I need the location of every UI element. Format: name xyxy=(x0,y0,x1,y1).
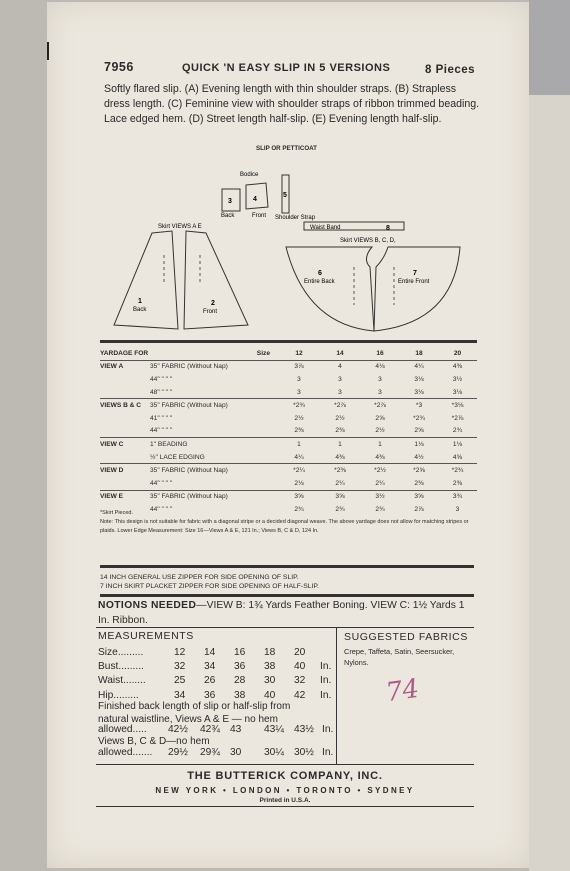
yardage-value: 4⅜ xyxy=(375,453,385,461)
yardage-value: 2⅜ xyxy=(414,479,424,487)
yardage-value: 1⅛ xyxy=(452,440,463,448)
views-bcd-line: Views B, C & D—no hem xyxy=(98,736,210,747)
yardage-note: Note: This design is not suitable for fabric with a diagonal stripe or a decided diagonal weave. The above yardage does not allow for matching stripes or plaids. Lower Edge Measurement: Size 16—Views A & E, 121 In.; Views B, C & D, 124 In. xyxy=(100,519,469,534)
measurement-value: 12 xyxy=(174,646,186,658)
allowed-value: 43¼ xyxy=(264,723,284,735)
notions-text: —VIEW B: 1¾ Yards Feather Boning. VIEW C: 1½ Yards 1 In. Ribbon. xyxy=(98,600,465,626)
yardage-view xyxy=(100,477,150,490)
yardage-value: 2½ xyxy=(375,427,385,435)
yardage-value: 2¼ xyxy=(375,479,385,487)
measurement-label: Size......... xyxy=(98,646,144,658)
yardage-row xyxy=(100,360,477,373)
yardage-fabric: 1" BEADING xyxy=(150,440,188,448)
yardage-view: VIEW E xyxy=(100,493,124,501)
yardage-value: 2⅜ xyxy=(294,427,304,435)
yardage-fabric: 44" " " " xyxy=(150,375,173,383)
size-label: Size xyxy=(256,349,270,357)
yardage-view xyxy=(100,386,150,399)
yardage-value: 2⅛ xyxy=(294,479,304,487)
piece-6-entire-back xyxy=(286,247,374,331)
size-col: 18 xyxy=(415,349,423,357)
piece-2-num: 2 xyxy=(211,300,215,307)
yardage-value: 2¼ xyxy=(335,479,345,487)
measurement-value: 32 xyxy=(174,660,186,672)
rule xyxy=(96,764,474,765)
allowed-value: 30¼ xyxy=(264,746,284,758)
yardage-value: *2¾ xyxy=(293,402,305,410)
yardage-value: 2¾ xyxy=(452,427,463,435)
yardage-value: 3⅝ xyxy=(414,493,424,501)
yardage-value: 4⅜ xyxy=(452,363,463,371)
allowed-ae-row xyxy=(98,722,342,736)
yardage-view: VIEW C xyxy=(100,440,124,448)
yardage-row xyxy=(100,438,477,451)
yardage-value: *3 xyxy=(415,402,423,410)
size-col: 12 xyxy=(295,349,303,357)
yardage-value: *2½ xyxy=(374,467,386,475)
piece-5-num: 5 xyxy=(283,192,287,199)
yardage-fabric: 35" FABRIC (Without Nap) xyxy=(150,493,228,501)
yardage-value: 3½ xyxy=(375,493,385,501)
yardage-value: 3⅛ xyxy=(452,388,463,396)
measurement-value: 34 xyxy=(174,689,186,701)
yardage-value: 1 xyxy=(378,440,382,448)
piece-6-label: Entire Back xyxy=(304,279,335,285)
measurement-row xyxy=(98,659,340,673)
allowed-unit: In. xyxy=(322,746,334,758)
measurement-unit xyxy=(320,645,340,659)
allowed-value: 29½ xyxy=(168,746,188,758)
yardage-row xyxy=(100,412,477,425)
printed-in: Printed in U.S.A. xyxy=(259,797,311,804)
pieces-count: 8 Pieces xyxy=(425,64,476,76)
zipper-line-1: 14 INCH GENERAL USE ZIPPER FOR SIDE OPENING OF SLIP. xyxy=(100,574,299,581)
yardage-value: *2⅝ xyxy=(413,467,425,475)
yardage-value: 3⅝ xyxy=(335,493,345,501)
piece-3-num: 3 xyxy=(228,198,232,205)
skirt-ae-label: Skirt VIEWS A E xyxy=(158,224,202,230)
measurement-unit: In. xyxy=(320,675,332,687)
yardage-fabric: 35" FABRIC (Without Nap) xyxy=(150,467,228,475)
yardage-value: 3 xyxy=(297,388,301,396)
yardage-value: 3⅞ xyxy=(294,363,304,371)
yardage-view: VIEWS B & C xyxy=(100,402,142,410)
allowed-value: 30½ xyxy=(294,746,314,758)
yardage-title: YARDAGE FOR xyxy=(100,349,149,357)
piece-4-front xyxy=(246,183,268,209)
measurement-value: 30 xyxy=(264,675,276,687)
measurement-label: Hip......... xyxy=(98,689,139,701)
yardage-view: VIEW D xyxy=(100,467,124,475)
piece-8-num: 8 xyxy=(386,225,390,232)
handwritten-mark: 74 xyxy=(384,673,422,709)
yardage-value: 3⅛ xyxy=(414,388,424,396)
yardage-row xyxy=(100,373,477,386)
yardage-value: *2⅜ xyxy=(334,467,346,475)
yardage-value: 3 xyxy=(378,375,382,383)
size-col: 14 xyxy=(336,349,344,357)
measurement-label: Bust......... xyxy=(98,660,144,672)
allowed-label: allowed....... xyxy=(98,746,153,758)
yardage-value: 3¾ xyxy=(452,493,463,501)
yardage-value: 4 xyxy=(338,363,342,371)
yardage-value: *2⅞ xyxy=(374,402,386,410)
yardage-fabric: ½" LACE EDGING xyxy=(150,453,205,461)
yardage-header-row xyxy=(100,347,477,360)
yardage-value: 4¼ xyxy=(414,363,424,371)
measurement-value: 28 xyxy=(234,675,246,687)
piece-6-num: 6 xyxy=(318,270,322,277)
company-name: THE BUTTERICK COMPANY, INC. xyxy=(187,770,383,782)
yardage-view xyxy=(100,412,150,425)
yardage-value: 4½ xyxy=(414,453,424,461)
finished-line-2: natural waistline, Views A & E — no hem xyxy=(98,714,278,725)
yardage-value: 1⅛ xyxy=(414,440,424,448)
yardage-view xyxy=(100,425,150,438)
piece-7-num: 7 xyxy=(413,270,417,277)
yardage-fabric: 35" FABRIC (Without Nap) xyxy=(150,363,228,371)
yardage-value: *3⅛ xyxy=(451,402,464,410)
measurement-row xyxy=(98,645,340,659)
notions-needed xyxy=(98,599,478,628)
yardage-value: 4⅝ xyxy=(452,453,463,461)
rule xyxy=(100,340,477,343)
measurement-value: 18 xyxy=(264,646,276,658)
yardage-value: 3 xyxy=(338,375,342,383)
measurement-value: 38 xyxy=(264,660,276,672)
measurement-unit: In. xyxy=(320,689,332,701)
measurement-label: Waist........ xyxy=(98,675,146,687)
yardage-value: 2½ xyxy=(335,414,345,422)
yardage-row xyxy=(100,477,477,490)
yardage-view xyxy=(100,451,150,464)
zipper-line-2: 7 INCH SKIRT PLACKET ZIPPER FOR SIDE OPENING OF HALF-SLIP. xyxy=(100,583,319,590)
pattern-number: 7956 xyxy=(104,60,134,74)
measurement-value: 36 xyxy=(204,689,216,701)
size-col: 16 xyxy=(376,349,384,357)
allowed-value: 43½ xyxy=(294,723,314,735)
allowed-value: 30 xyxy=(230,746,242,758)
yardage-fabric: 44" " " " xyxy=(150,479,173,487)
pattern-title: QUICK 'N EASY SLIP IN 5 VERSIONS xyxy=(182,62,391,74)
paper-edge xyxy=(529,95,570,871)
allowed-value: 42¾ xyxy=(200,723,220,735)
measurement-value: 26 xyxy=(204,675,216,687)
yardage-value: 4⅜ xyxy=(335,453,345,461)
yardage-table xyxy=(100,347,477,516)
allowed-value: 42½ xyxy=(168,723,188,735)
yardage-value: 2⅜ xyxy=(335,427,345,435)
measurement-value: 40 xyxy=(264,689,276,701)
allowed-value: 29¾ xyxy=(200,746,220,758)
yardage-value: *2⅞ xyxy=(334,402,346,410)
rule xyxy=(100,594,474,597)
measurement-value: 14 xyxy=(204,646,216,658)
yardage-fabric: 48" " " " xyxy=(150,388,173,396)
piece-4-num: 4 xyxy=(253,196,257,203)
yardage-value: 4⅛ xyxy=(375,363,385,371)
yardage-fabric: 44" " " " xyxy=(150,427,173,435)
background-corner xyxy=(529,0,570,95)
measurement-value: 36 xyxy=(234,660,246,672)
pattern-pieces-diagram xyxy=(100,155,480,335)
yardage-value: 3½ xyxy=(452,375,463,383)
allowed-label: allowed..... xyxy=(98,723,147,735)
yardage-value: *2¾ xyxy=(413,414,425,422)
fabrics-text: Crepe, Taffeta, Satin, Seersucker, Nylons. xyxy=(344,647,455,667)
notions-label: NOTIONS NEEDED xyxy=(98,600,197,611)
piece-1-num: 1 xyxy=(138,298,142,305)
measurement-row xyxy=(98,674,340,688)
fabrics-title: SUGGESTED FABRICS xyxy=(344,631,468,643)
measurement-value: 25 xyxy=(174,675,186,687)
bodice-label: Bodice xyxy=(240,172,259,178)
measurements-title: MEASUREMENTS xyxy=(98,630,194,642)
yardage-row xyxy=(100,451,477,464)
measurement-value: 34 xyxy=(204,660,216,672)
yardage-value: 3⅝ xyxy=(294,493,304,501)
piece-7-entire-front xyxy=(374,247,460,331)
measurement-value: 38 xyxy=(234,689,246,701)
measurement-value: 16 xyxy=(234,646,246,658)
yardage-view: VIEW A xyxy=(100,363,124,371)
skirt-bcd-label: Skirt VIEWS B, C, D, xyxy=(340,238,396,244)
piece-3-label: Back xyxy=(221,213,235,219)
piece-1-back xyxy=(114,231,178,329)
yardage-row xyxy=(100,386,477,399)
yardage-row xyxy=(100,464,477,477)
yardage-value: 2⅝ xyxy=(414,427,424,435)
yardage-value: 2⅝ xyxy=(375,414,385,422)
rule xyxy=(100,565,474,568)
yardage-fabric: 41" " " " xyxy=(150,414,173,422)
yardage-view xyxy=(100,373,150,386)
skirt-pieced-footnote: *Skirt Pieced. xyxy=(100,510,134,516)
yardage-value: 3⅛ xyxy=(414,375,424,383)
yardage-value: 1 xyxy=(297,440,301,448)
rule xyxy=(96,627,474,628)
allowed-value: 43 xyxy=(230,723,242,735)
yardage-value: 3 xyxy=(455,505,460,513)
finished-line-1: Finished back length of slip or half-slip from xyxy=(98,701,291,712)
yardage-row xyxy=(100,399,477,412)
yardage-row xyxy=(100,503,477,516)
yardage-value: 2⅞ xyxy=(414,505,424,513)
allowed-unit: In. xyxy=(322,723,334,735)
yardage-fabric: 35" FABRIC (Without Nap) xyxy=(150,402,228,410)
yardage-value: 2¾ xyxy=(335,505,345,513)
yardage-value: 2¾ xyxy=(294,505,304,513)
yardage-value: 2½ xyxy=(294,414,304,422)
size-col: 20 xyxy=(453,349,462,357)
yardage-row xyxy=(100,490,477,503)
yardage-value: 2¾ xyxy=(375,505,385,513)
waistband-label: Waist Band xyxy=(310,225,341,231)
pattern-description: Softly flared slip. (A) Evening length with thin shoulder straps. (B) Strapless dress length. (C) Feminine view with shoulder straps of ribbon trimmed beading. Lace edged hem. (D) Street length half-slip. (E) Evening length half-slip. xyxy=(104,83,480,125)
yardage-value: 3 xyxy=(378,388,382,396)
yardage-value: 1 xyxy=(338,440,342,448)
yardage-value: *2¾ xyxy=(451,467,464,475)
piece-2-label: Front xyxy=(203,309,218,315)
measurements-table xyxy=(98,645,340,702)
measurement-value: 20 xyxy=(294,646,306,658)
diagram-caption: SLIP OR PETTICOAT xyxy=(256,145,317,152)
yardage-value: *2¼ xyxy=(293,467,305,475)
piece-1-label: Back xyxy=(133,307,147,313)
measurement-unit: In. xyxy=(320,660,332,672)
rule xyxy=(96,806,474,807)
yardage-row xyxy=(100,425,477,438)
piece-4-label: Front xyxy=(252,213,267,219)
yardage-value: *2⅞ xyxy=(451,414,464,422)
measurement-value: 42 xyxy=(294,689,306,701)
measurement-value: 40 xyxy=(294,660,306,672)
piece-5-label: Shoulder Strap xyxy=(275,215,316,221)
yardage-value: 4¼ xyxy=(294,453,304,461)
edge-mark xyxy=(47,42,49,60)
measurement-value: 32 xyxy=(294,675,306,687)
yardage-fabric: 44" " " " xyxy=(150,505,173,513)
allowed-bcd-row xyxy=(98,745,342,759)
company-cities: NEW YORK • LONDON • TORONTO • SYDNEY xyxy=(155,786,415,795)
yardage-value: 3 xyxy=(297,375,301,383)
piece-7-label: Entire Front xyxy=(398,279,430,285)
yardage-value: 2⅜ xyxy=(452,479,463,487)
yardage-value: 3 xyxy=(338,388,342,396)
